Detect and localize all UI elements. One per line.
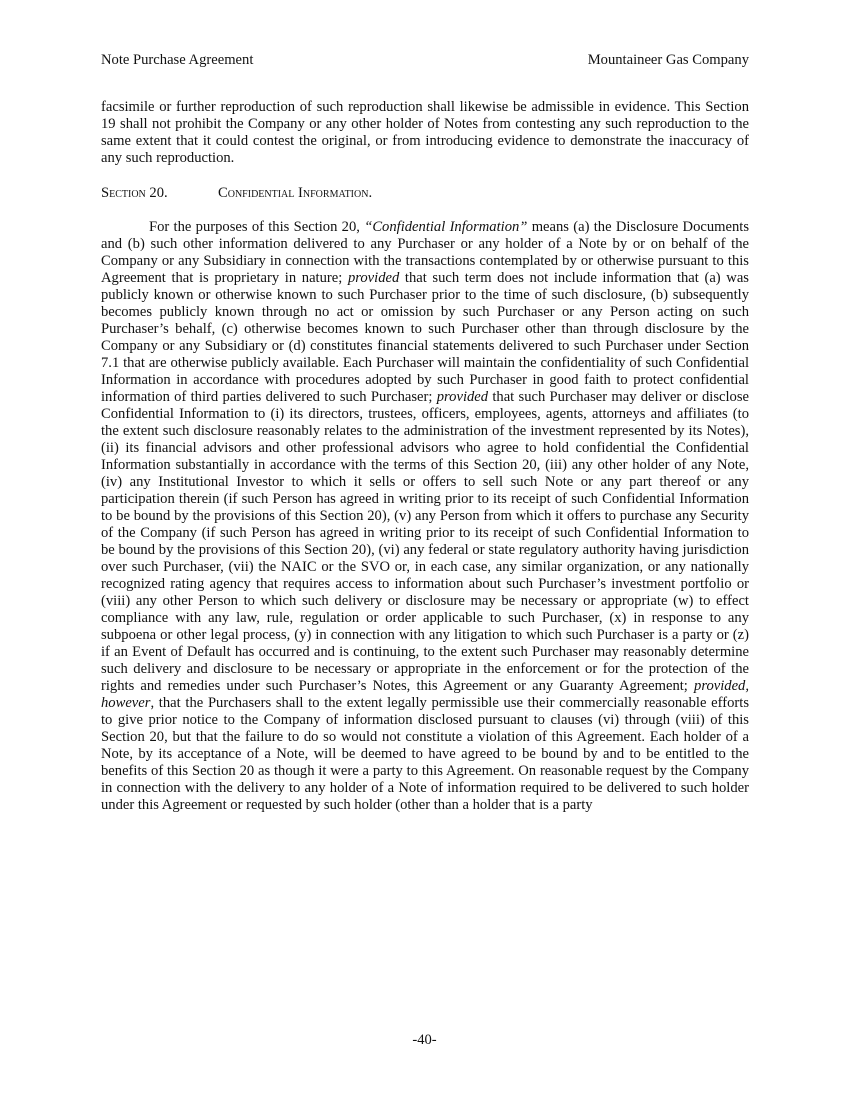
proviso-term: provided [347, 270, 400, 286]
page-number: -40- [412, 1032, 437, 1048]
paragraph-text: , that the Purchasers shall to the extent legally permissible use their commercially reasonable efforts to give prior notice to the Company of information disclosed pursuant to clauses (vi) through (viii) of this Section 20, but that the failure to do so would not constitute a violation of this Agreement. Each holder of a Note, by its acceptance of a Note, will be deemed to have agreed to be bound by and to be entitled to the benefits of this Section 20 as though it were a party to this Agreement. On reasonable request by the Company in connection with the delivery to any holder of a Note of information required to be delivered to such holder under this Agreement or requested by such holder (other than a holder that is a party [101, 695, 749, 813]
document-body [101, 99, 749, 814]
paragraph-text: For the purposes of this Section 20, [149, 219, 365, 235]
header-document-title: Note Purchase Agreement [101, 52, 254, 68]
paragraph-text: means (a) the Disclosure Documents and (b) such other information delivered to any Purchaser or any holder of a Note by or on behalf of the Company or any Subsidiary in connection with the transactions contemplated by or otherwise pursuant to this Agreement that is proprietary in nature; [101, 219, 750, 286]
header-company-name: Mountaineer Gas Company [587, 52, 749, 68]
proviso-term: provided, however [101, 678, 749, 711]
running-header [101, 52, 749, 72]
section-heading [101, 184, 749, 202]
confidential-information-paragraph [101, 219, 749, 814]
proviso-term: provided [436, 389, 489, 405]
defined-term: “Confidential Information” [364, 219, 528, 235]
section-title: Confidential Information. [218, 185, 373, 201]
continuation-paragraph: facsimile or further reproduction of such reproduction shall likewise be admissible in evidence. This Section 19 shall not prohibit the Company or any other holder of Notes from contesting any such reproduction to the same extent that it could contest the original, or from introducing evidence to demonstrate the inaccuracy of any such reproduction. [101, 99, 749, 166]
paragraph-text: that such Purchaser may deliver or disclose Confidential Information to (i) its directors, trustees, officers, employees, agents, attorneys and affiliates (to the extent such disclosure reasonably relates to the administration of the investment represented by its Notes), (ii) its financial advisors and other professional advisors who agree to hold confidential the Confidential Information substantially in accordance with the terms of this Section 20, (iii) any other holder of any Note, (iv) any Institutional Investor to which it sells or offers to sell such Note or any part thereof or any participation therein (if such Person has agreed in writing prior to its receipt of such Confidential Information to be bound by the provisions of this Section 20), (v) any Person from which it offers to purchase any Security of the Company (if such Person has agreed in writing prior to its receipt of such Confidential Information to be bound by the provisions of this Section 20), (vi) any federal or state regulatory authority having jurisdiction over such Purchaser, (vii) the NAIC or the SVO or, in each case, any similar organization, or any nationally recognized rating agency that requires access to information about such Purchaser’s investment portfolio or (viii) any other Person to which such delivery or disclosure may be necessary or appropriate (w) to effect compliance with any law, rule, regulation or order applicable to such Purchaser, (x) in response to any subpoena or other legal process, (y) in connection with any litigation to which such Purchaser is a party or (z) if an Event of Default has occurred and is continuing, to the extent such Purchaser may reasonably determine such delivery and disclosure to be necessary or appropriate in the enforcement or for the protection of the rights and remedies under such Purchaser’s Notes, this Agreement or any Guaranty Agreement; [101, 389, 750, 694]
section-number: Section 20. [101, 185, 168, 201]
paragraph-text: that such term does not include information that (a) was publicly known or otherwise known to such Purchaser prior to the time of such disclosure, (b) subsequently becomes publicly known through no act or omission by such Purchaser or any Person acting on such Purchaser’s behalf, (c) otherwise becomes known to such Purchaser other than through disclosure by the Company or any Subsidiary or (d) constitutes financial statements delivered to such Purchaser under Section 7.1 that are otherwise publicly available. Each Purchaser will maintain the confidentiality of such Confidential Information in accordance with procedures adopted by such Purchaser in good faith to protect confidential information of third parties delivered to such Purchaser; [101, 270, 749, 405]
